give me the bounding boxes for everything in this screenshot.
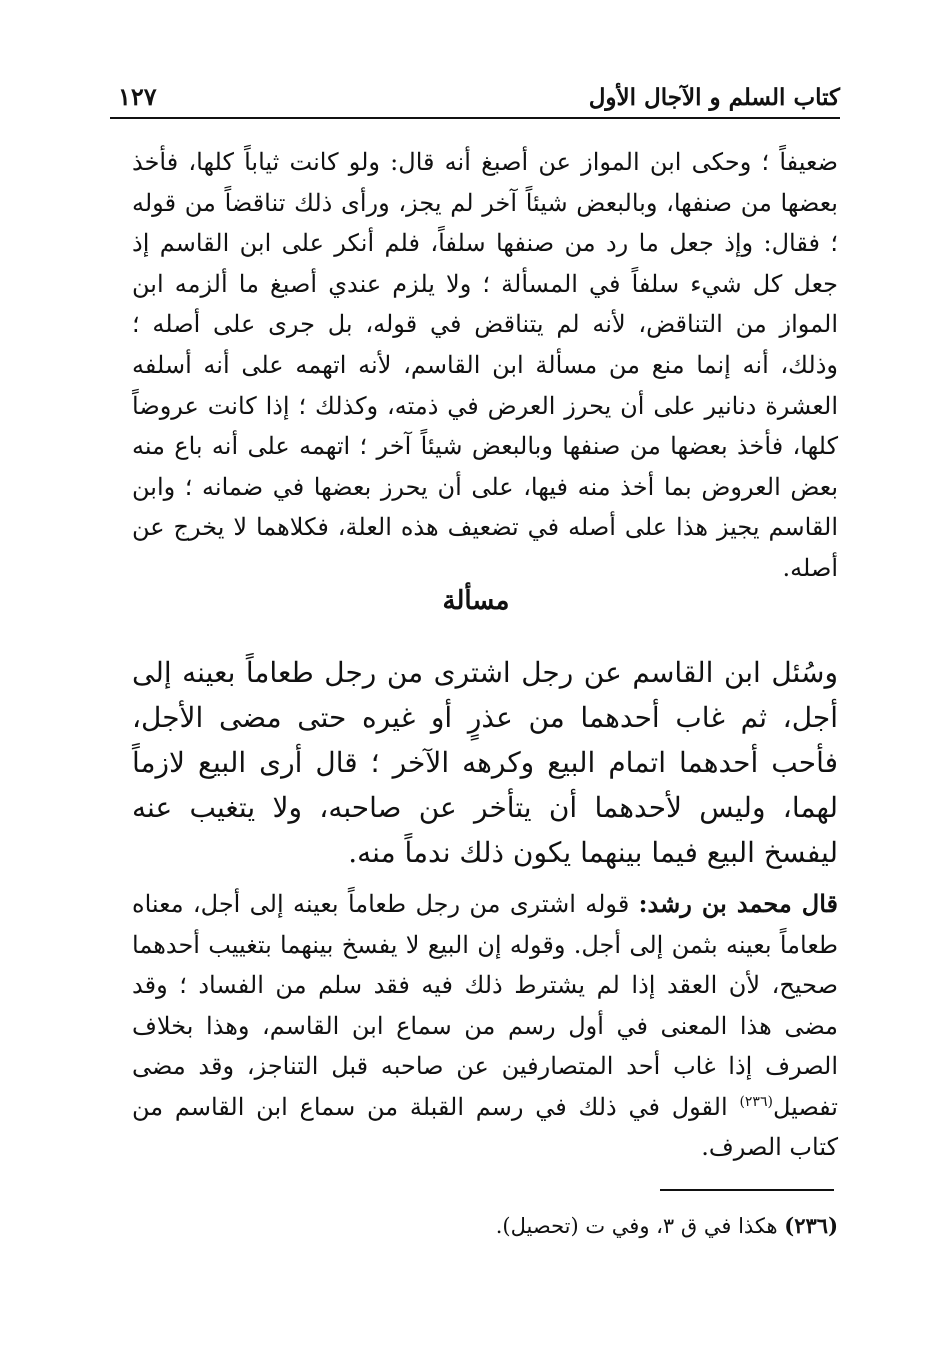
paragraph-2: وسُئل ابن القاسم عن رجل اشترى من رجل طعاماً بعينه إلى أجل، ثم غاب أحدهما من عذرٍ أو غيره حتى مضى الأجل، فأحب أحدهما اتمام البيع وكرهه الآخر ؛ قال أرى البيع لازماً لهما، وليس لأحدهما أن يتأخر عن صاحبه، ولا يتغيب عنه ليفسخ البيع فيما بينهما يكون ذلك ندماً منه. xyxy=(132,656,838,869)
running-title: كتاب السلم و الآجال الأول xyxy=(588,84,840,111)
section-heading: مسألة xyxy=(442,586,510,616)
paragraph-3-text-b: القول في ذلك في رسم القبلة من سماع ابن القاسم من كتاب الصرف. xyxy=(132,1092,838,1161)
paragraph-1: ضعيفاً ؛ وحكى ابن المواز عن أصبغ أنه قال: ولو كانت ثياباً كلها، فأخذ بعضها من صنفها، وبالبعض شيئاً آخر لم يجز، ورأى ذلك تناقضاً من قوله ؛ فقال: وإذ جعل ما رد من صنفها سلفاً، فلم أنكر على ابن القاسم إذ جعل كل شيء سلفاً في المسألة ؛ ولا يلزم عندي أصبغ ما ألزمه ابن المواز من التناقض، لأنه لم يتناقض في قوله، بل جرى على أصله ؛ وذلك، أنه إنما منع من مسألة ابن القاسم، لأنه اتهمه على أنه أسلفه العشرة دنانير على أن يحرز العرض في ذمته، وكذلك ؛ إذا كانت عروضاً كلها، فأخذ بعضها من صنفها وبالبعض شيئاً آخر ؛ اتهمه على أنه باع منه بعض العروض بما أخذ منه فيها، على أن يحرز بعضها في ضمانه ؛ وابن القاسم يجيز هذا على أصله في تضعيف هذه العلة، فكلاهما لا يخرج عن أصله. xyxy=(132,148,839,582)
footnote-number: (٢٣٦) xyxy=(784,1213,838,1238)
footnote-divider xyxy=(660,1189,834,1191)
footnote xyxy=(132,1210,838,1242)
footnote-reference[interactable]: (٢٣٦) xyxy=(739,1093,773,1110)
footnote-text: هكذا في ق ٣، وفي ت (تحصيل). xyxy=(495,1214,785,1238)
page-header xyxy=(110,78,840,118)
header-divider xyxy=(110,117,840,119)
paragraph-3 xyxy=(132,884,838,1168)
paragraph-3-text-a: قوله اشترى من رجل طعاماً بعينه إلى أجل، معناه طعاماً بعينه بثمن إلى أجل. وقوله إن البيع لا يفسخ بينهما بتغييب أحدهما صحيح، لأن العقد إذا لم يشترط ذلك فيه فقد سلم من الفساد ؛ وقد مضى هذا المعنى في أول رسم من سماع ابن القاسم، وهذا بخلاف الصرف إذا غاب أحد المتصارفين عن صاحبه قبل التناجز، وقد مضى تفصيل xyxy=(132,890,838,1121)
page-number: ١٢٧ xyxy=(118,82,157,111)
commentary-lead: قال محمد بن رشد: xyxy=(638,889,838,918)
